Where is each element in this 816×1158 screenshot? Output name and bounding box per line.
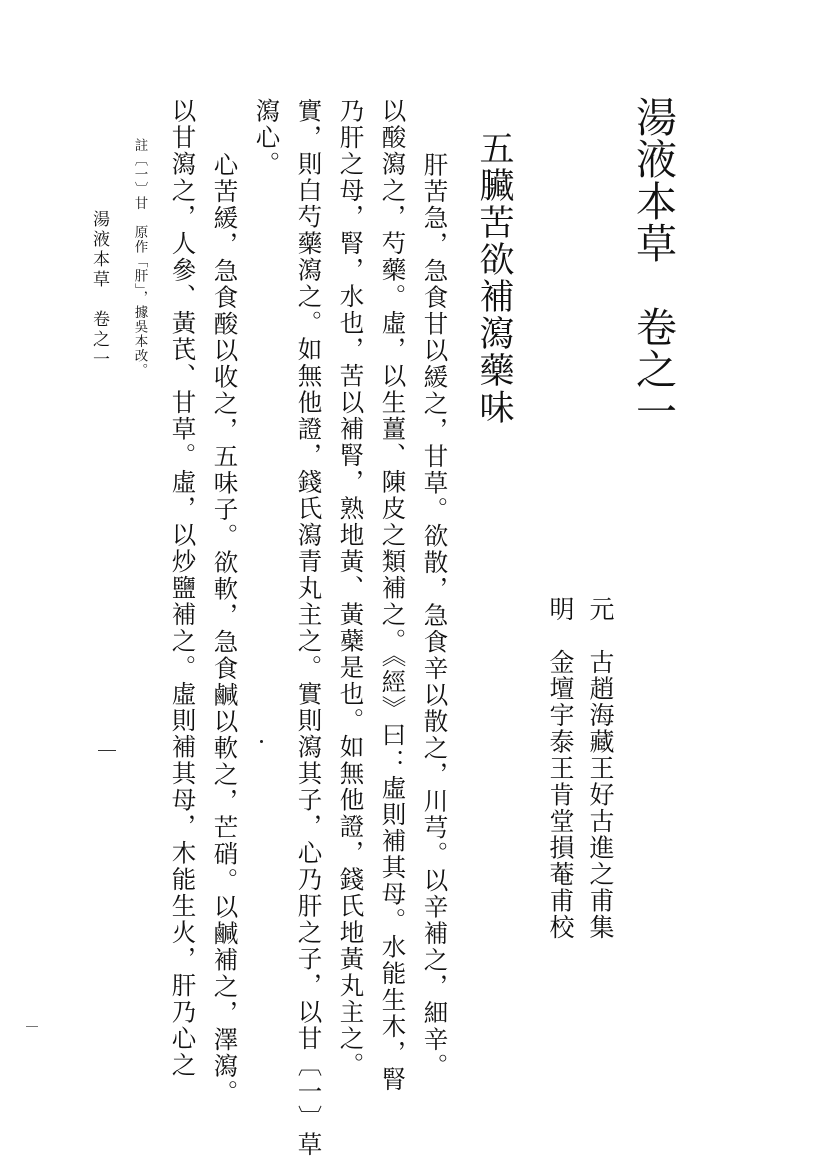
compiler-credit: 元 古趙海藏王好古進之甫集 (586, 596, 615, 941)
paragraph-1-line-3: 乃肝之母，腎，水也，苦以補腎，熟地黃、黃蘗是也。如無他證，錢氏地黃丸主之。 (336, 98, 366, 1079)
ink-speck (260, 740, 263, 743)
book-title: 湯液本草 卷之一 (629, 96, 677, 432)
paragraph-1-line-2: 以酸瀉之，芍藥。虛，以生薑、陳皮之類補之。《經》曰：虛則補其母。水能生木，腎 (378, 98, 408, 1093)
footnote: 註〔一〕甘 原作「肝」，據吳本改。 (131, 138, 148, 378)
running-footer: 湯液本草 卷之一 (89, 210, 109, 370)
paragraph-1-line-4: 實，則白芍藥瀉之。如無他證，錢氏瀉青丸主之。實則瀉其子，心乃肝之子，以甘〔一〕草 (294, 98, 324, 1158)
corner-mark (26, 1026, 38, 1027)
paragraph-2-line-2: 以甘瀉之，人參、黃芪、甘草。虛，以炒鹽補之。虛則補其母，木能生火，肝乃心之 (168, 98, 198, 1079)
paragraph-1-line-5: 瀉心。 (252, 98, 282, 178)
paragraph-1-line-1: 肝苦急，急食甘以緩之，甘草。欲散，急食辛以散之，川芎。以辛補之，細辛。 (420, 152, 450, 1080)
section-heading: 五臟苦欲補瀉藥味 (474, 130, 514, 426)
page-mark (98, 750, 116, 751)
collator-credit: 明 金壇宇泰王肯堂損菴甫校 (546, 596, 575, 941)
paragraph-2-line-1: 心苦緩，急食酸以收之，五味子。欲軟，急食鹹以軟之，芒硝。以鹹補之，澤瀉。 (210, 152, 240, 1106)
